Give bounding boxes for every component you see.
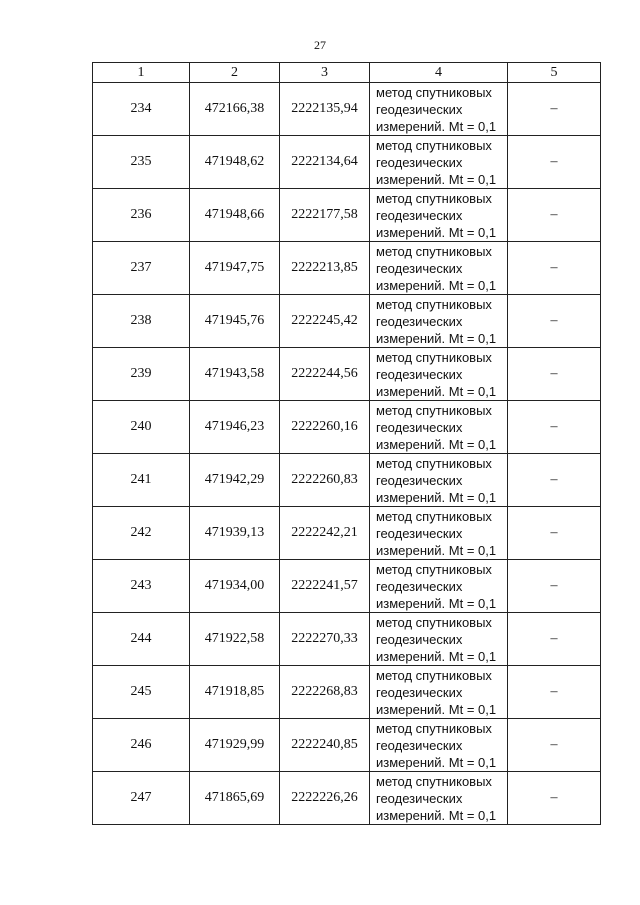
- y-coordinate-cell: 2222260,83: [280, 454, 370, 507]
- note-cell: –: [508, 295, 601, 348]
- y-coordinate-cell: 2222134,64: [280, 136, 370, 189]
- point-number-cell: 235: [93, 136, 190, 189]
- method-line: измерений. Mt = 0,1: [376, 383, 497, 399]
- method-line: метод спутниковых: [376, 773, 492, 789]
- table-row: [93, 348, 601, 401]
- y-coordinate-cell: 2222244,56: [280, 348, 370, 401]
- y-coordinate-cell: 2222245,42: [280, 295, 370, 348]
- point-number-cell: 242: [93, 507, 190, 560]
- point-number-cell: 244: [93, 613, 190, 666]
- note-cell: –: [508, 666, 601, 719]
- method-line: измерений. Mt = 0,1: [376, 277, 497, 293]
- note-cell: –: [508, 560, 601, 613]
- column-header-2: 2: [190, 63, 280, 83]
- page-number: 27: [314, 38, 326, 52]
- y-coordinate-cell: 2222268,83: [280, 666, 370, 719]
- method-line: метод спутниковых: [376, 455, 492, 471]
- column-header-3: 3: [280, 63, 370, 83]
- method-line: метод спутниковых: [376, 190, 492, 206]
- table-header-row: [93, 63, 601, 83]
- column-header-5: 5: [508, 63, 601, 83]
- table-row: [93, 401, 601, 454]
- x-coordinate-cell: 472166,38: [190, 83, 280, 136]
- table-body: [93, 83, 601, 825]
- table-row: [93, 454, 601, 507]
- method-line: измерений. Mt = 0,1: [376, 701, 497, 717]
- x-coordinate-cell: 471943,58: [190, 348, 280, 401]
- x-coordinate-cell: 471945,76: [190, 295, 280, 348]
- method-cell: [370, 348, 508, 401]
- point-number-cell: 247: [93, 772, 190, 825]
- method-line: геодезических: [376, 578, 463, 594]
- point-number-cell: 234: [93, 83, 190, 136]
- method-cell: [370, 613, 508, 666]
- method-line: измерений. Mt = 0,1: [376, 224, 497, 240]
- note-cell: –: [508, 136, 601, 189]
- method-line: измерений. Mt = 0,1: [376, 807, 497, 823]
- x-coordinate-cell: 471934,00: [190, 560, 280, 613]
- method-line: метод спутниковых: [376, 508, 492, 524]
- method-line: измерений. Mt = 0,1: [376, 542, 497, 558]
- table-row: [93, 719, 601, 772]
- method-line: метод спутниковых: [376, 137, 492, 153]
- y-coordinate-cell: 2222135,94: [280, 83, 370, 136]
- method-line: геодезических: [376, 472, 463, 488]
- x-coordinate-cell: 471939,13: [190, 507, 280, 560]
- coordinates-table: [92, 62, 601, 825]
- method-line: метод спутниковых: [376, 667, 492, 683]
- point-number-cell: 243: [93, 560, 190, 613]
- table-row: [93, 507, 601, 560]
- method-line: метод спутниковых: [376, 296, 492, 312]
- point-number-cell: 240: [93, 401, 190, 454]
- table-row: [93, 560, 601, 613]
- method-line: измерений. Mt = 0,1: [376, 171, 497, 187]
- method-cell: [370, 719, 508, 772]
- method-line: метод спутниковых: [376, 402, 492, 418]
- note-cell: –: [508, 772, 601, 825]
- method-cell: [370, 507, 508, 560]
- y-coordinate-cell: 2222270,33: [280, 613, 370, 666]
- method-line: измерений. Mt = 0,1: [376, 330, 497, 346]
- note-cell: –: [508, 613, 601, 666]
- method-line: метод спутниковых: [376, 561, 492, 577]
- note-cell: –: [508, 401, 601, 454]
- point-number-cell: 237: [93, 242, 190, 295]
- note-cell: –: [508, 454, 601, 507]
- method-cell: [370, 242, 508, 295]
- table-row: [93, 136, 601, 189]
- method-line: метод спутниковых: [376, 349, 492, 365]
- method-line: геодезических: [376, 419, 463, 435]
- method-line: геодезических: [376, 684, 463, 700]
- method-cell: [370, 772, 508, 825]
- method-line: геодезических: [376, 366, 463, 382]
- method-line: измерений. Mt = 0,1: [376, 118, 497, 134]
- point-number-cell: 246: [93, 719, 190, 772]
- point-number-cell: 241: [93, 454, 190, 507]
- note-cell: –: [508, 507, 601, 560]
- x-coordinate-cell: 471929,99: [190, 719, 280, 772]
- x-coordinate-cell: 471918,85: [190, 666, 280, 719]
- table-row: [93, 83, 601, 136]
- method-line: измерений. Mt = 0,1: [376, 648, 497, 664]
- note-cell: –: [508, 189, 601, 242]
- note-cell: –: [508, 719, 601, 772]
- column-header-4: 4: [370, 63, 508, 83]
- method-line: геодезических: [376, 631, 463, 647]
- y-coordinate-cell: 2222213,85: [280, 242, 370, 295]
- x-coordinate-cell: 471948,62: [190, 136, 280, 189]
- method-line: измерений. Mt = 0,1: [376, 754, 497, 770]
- method-line: геодезических: [376, 260, 463, 276]
- note-cell: –: [508, 348, 601, 401]
- method-cell: [370, 401, 508, 454]
- method-cell: [370, 295, 508, 348]
- point-number-cell: 236: [93, 189, 190, 242]
- y-coordinate-cell: 2222241,57: [280, 560, 370, 613]
- table-row: [93, 666, 601, 719]
- y-coordinate-cell: 2222177,58: [280, 189, 370, 242]
- x-coordinate-cell: 471865,69: [190, 772, 280, 825]
- method-line: геодезических: [376, 525, 463, 541]
- point-number-cell: 239: [93, 348, 190, 401]
- method-line: измерений. Mt = 0,1: [376, 595, 497, 611]
- method-cell: [370, 454, 508, 507]
- method-line: геодезических: [376, 313, 463, 329]
- method-line: геодезических: [376, 154, 463, 170]
- x-coordinate-cell: 471946,23: [190, 401, 280, 454]
- method-cell: [370, 83, 508, 136]
- table-row: [93, 613, 601, 666]
- method-line: измерений. Mt = 0,1: [376, 436, 497, 452]
- method-line: метод спутниковых: [376, 720, 492, 736]
- note-cell: –: [508, 83, 601, 136]
- method-line: метод спутниковых: [376, 614, 492, 630]
- x-coordinate-cell: 471942,29: [190, 454, 280, 507]
- method-cell: [370, 189, 508, 242]
- method-line: геодезических: [376, 101, 463, 117]
- method-line: измерений. Mt = 0,1: [376, 489, 497, 505]
- x-coordinate-cell: 471948,66: [190, 189, 280, 242]
- table-row: [93, 189, 601, 242]
- y-coordinate-cell: 2222242,21: [280, 507, 370, 560]
- method-line: метод спутниковых: [376, 84, 492, 100]
- method-line: геодезических: [376, 207, 463, 223]
- method-line: геодезических: [376, 790, 463, 806]
- note-cell: –: [508, 242, 601, 295]
- column-header-1: 1: [93, 63, 190, 83]
- method-cell: [370, 560, 508, 613]
- x-coordinate-cell: 471947,75: [190, 242, 280, 295]
- y-coordinate-cell: 2222240,85: [280, 719, 370, 772]
- table-row: [93, 772, 601, 825]
- table-row: [93, 295, 601, 348]
- y-coordinate-cell: 2222260,16: [280, 401, 370, 454]
- method-line: метод спутниковых: [376, 243, 492, 259]
- method-cell: [370, 136, 508, 189]
- point-number-cell: 238: [93, 295, 190, 348]
- method-line: геодезических: [376, 737, 463, 753]
- method-cell: [370, 666, 508, 719]
- y-coordinate-cell: 2222226,26: [280, 772, 370, 825]
- table-row: [93, 242, 601, 295]
- point-number-cell: 245: [93, 666, 190, 719]
- x-coordinate-cell: 471922,58: [190, 613, 280, 666]
